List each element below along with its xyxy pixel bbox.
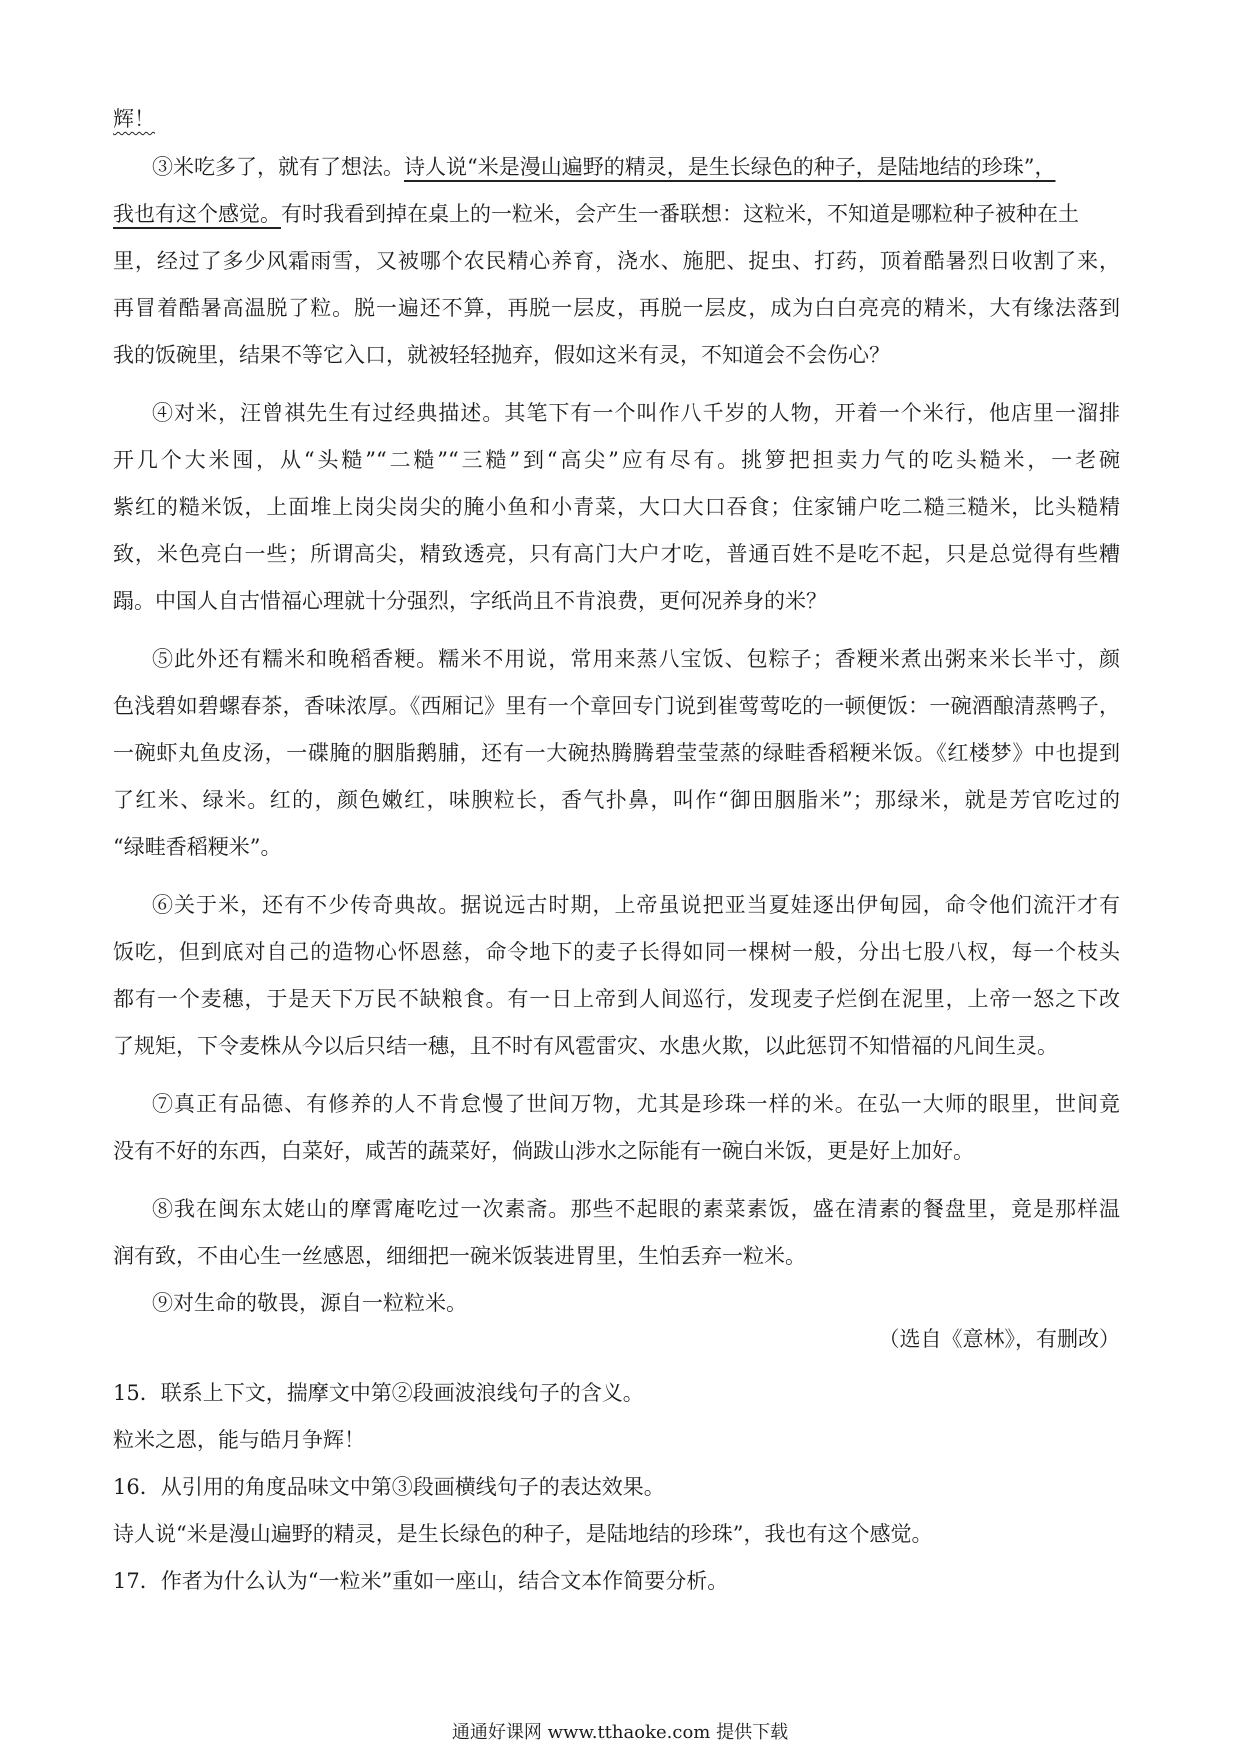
question-17: 17．作者为什么认为“一粒米”重如一座山，结合文本作简要分析。 <box>113 1569 729 1593</box>
paragraph-4-line-1: ④对米，汪曾祺先生有过经典描述。其笔下有一个叫作八千岁的人物，开着一个米行，他店里一溜排 <box>152 401 1120 425</box>
paragraph-3-line-5: 我的饭碗里，结果不等它入口，就被轻轻抛弃，假如这米有灵，不知道会不会伤心？ <box>113 343 890 367</box>
page-footer: 通通好课网 www.tthaoke.com 提供下载 <box>451 1722 789 1743</box>
paragraph-3-line-2: 我也有这个感觉。有时我看到掉在桌上的一粒米，会产生一番联想：这粒米，不知道是哪粒种子被种在土 <box>113 202 1079 226</box>
question-16-quote: 诗人说“米是漫山遍野的精灵，是生长绿色的种子，是陆地结的珍珠”，我也有这个感觉。 <box>113 1522 933 1546</box>
article-source: （选自《意林》，有删改） <box>878 1327 1120 1351</box>
paragraph-4-line-5: 蹋。中国人自古惜福心理就十分强烈，字纸尚且不肯浪费，更何况养身的米？ <box>113 589 827 613</box>
paragraph-5-line-5: “绿畦香稻粳米”。 <box>113 835 282 859</box>
paragraph-5-line-4: 了红米、绿米。红的，颜色嫩红，味腴粒长，香气扑鼻，叫作“御田胭脂米”；那绿米，就是芳官吃过的 <box>113 788 1120 812</box>
wavy-fragment: 辉！ <box>113 107 155 131</box>
paragraph-8-line-1: ⑧我在闽东太姥山的摩霄庵吃过一次素斋。那些不起眼的素菜素饭，盛在清素的餐盘里，竟是那样温 <box>152 1197 1120 1221</box>
paragraph-4-line-2: 开几个大米囤，从“头糙”“二糙”“三糙”到“高尖”应有尽有。挑箩把担卖力气的吃头糙米，一老碗 <box>113 448 1120 472</box>
paragraph-8-line-2: 润有致，不由心生一丝感恩，细细把一碗米饭装进胃里，生怕丢弃一粒米。 <box>113 1244 806 1268</box>
question-15-quote: 粒米之恩，能与皓月争辉！ <box>113 1428 365 1452</box>
paragraph-6-line-3: 都有一个麦穗，于是天下万民不缺粮食。有一日上帝到人间巡行，发现麦子烂倒在泥里，上帝一怒之下改 <box>113 987 1120 1011</box>
paragraph-3-line-4: 再冒着酷暑高温脱了粒。脱一遍还不算，再脱一层皮，再脱一层皮，成为白白亮亮的精米，大有缘法落到 <box>113 296 1120 320</box>
underlined-sentence-part-1: 诗人说“米是漫山遍野的精灵，是生长绿色的种子，是陆地结的珍珠”， <box>404 155 1056 179</box>
paragraph-4-line-4: 致，米色亮白一些；所谓高尖，精致透亮，只有高门大户才吃，普通百姓不是吃不起，只是总觉得有些糟 <box>113 542 1120 566</box>
paragraph-5-line-2: 色浅碧如碧螺春茶，香味浓厚。《西厢记》里有一个章回专门说到崔莺莺吃的一顿便饭：一碗酒酿清蒸鸭子， <box>113 694 1120 718</box>
question-16: 16．从引用的角度品味文中第③段画横线句子的表达效果。 <box>113 1475 665 1499</box>
paragraph-6-line-2: 饭吃，但到底对自己的造物心怀恩慈，命令地下的麦子长得如同一棵树一般，分出七股八杈，每一个枝头 <box>113 940 1120 964</box>
paragraph-6-line-1: ⑥关于米，还有不少传奇典故。据说远古时期，上帝虽说把亚当夏娃逐出伊甸园，命令他们流汗才有 <box>152 893 1120 917</box>
paragraph-9: ⑨对生命的敬畏，源自一粒粒米。 <box>152 1291 467 1315</box>
paragraph-5-line-3: 一碗虾丸鱼皮汤，一碟腌的胭脂鹅脯，还有一大碗热腾腾碧莹莹蒸的绿畦香稻粳米饭。《红楼梦》中也提到 <box>113 741 1120 765</box>
paragraph-4-line-3: 紫红的糙米饭，上面堆上岗尖岗尖的腌小鱼和小青菜，大口大口吞食；住家铺户吃二糙三糙米，比头糙精 <box>113 495 1120 519</box>
paragraph-3-line-1: ③米吃多了，就有了想法。诗人说“米是漫山遍野的精灵，是生长绿色的种子，是陆地结的珍珠”， <box>152 155 1056 179</box>
paragraph-5-line-1: ⑤此外还有糯米和晚稻香粳。糯米不用说，常用来蒸八宝饭、包粽子；香粳米煮出粥来米长半寸，颜 <box>152 647 1120 671</box>
paragraph-3-line-3: 里，经过了多少风霜雨雪，又被哪个农民精心养育，浇水、施肥、捉虫、打药，顶着酷暑烈日收割了来， <box>113 249 1120 273</box>
paragraph-7-line-1: ⑦真正有品德、有修养的人不肯怠慢了世间万物，尤其是珍珠一样的米。在弘一大师的眼里，世间竟 <box>152 1092 1120 1116</box>
paragraph-6-line-4: 了规矩，下令麦株从今以后只结一穗，且不时有风雹雷灾、水患火欺，以此惩罚不知惜福的凡间生灵。 <box>113 1034 1058 1058</box>
question-15: 15．联系上下文，揣摩文中第②段画波浪线句子的含义。 <box>113 1381 644 1405</box>
paragraph-7-line-2: 没有不好的东西，白菜好，咸苦的蔬菜好，倘跋山涉水之际能有一碗白米饭，更是好上加好。 <box>113 1139 974 1163</box>
underlined-sentence-part-2: 我也有这个感觉。 <box>113 202 281 226</box>
